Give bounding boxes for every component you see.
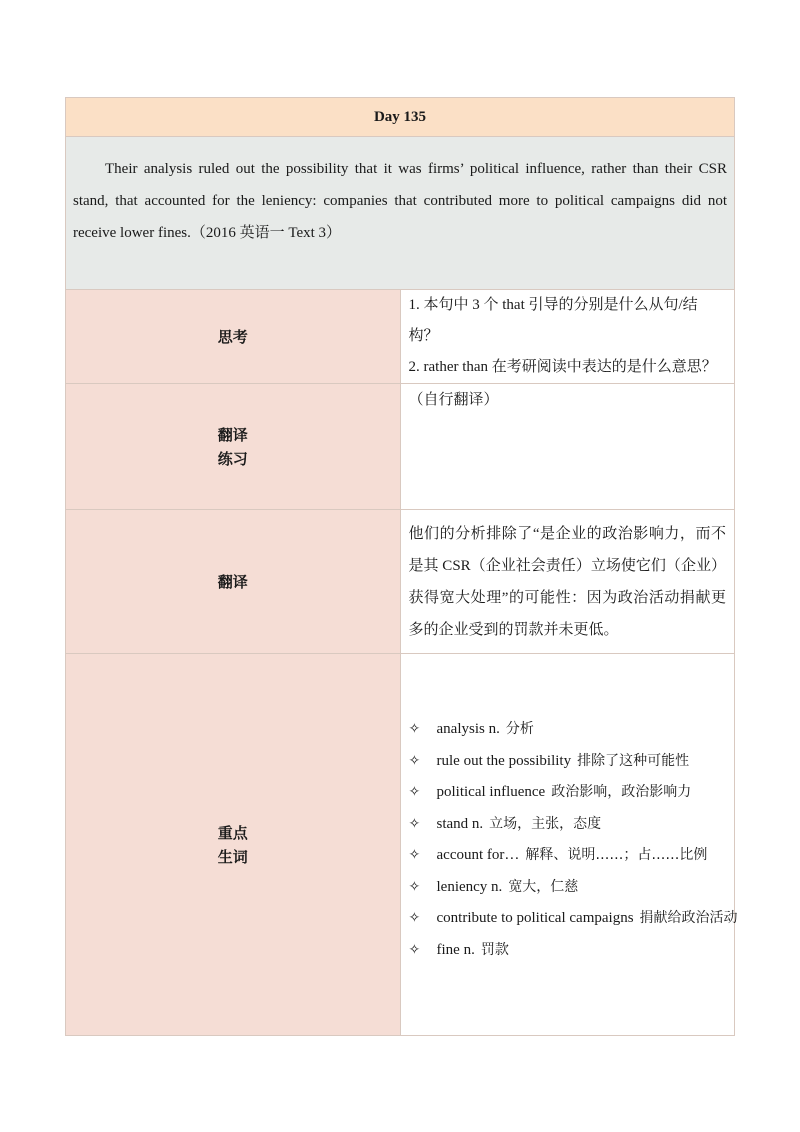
title-row: [66, 98, 735, 137]
practice-row: [66, 384, 735, 510]
vocab-term: leniency n.: [436, 878, 503, 895]
vocab-meaning: 罚款: [480, 941, 509, 958]
vocab-item: [409, 746, 727, 778]
vocab-meaning: 分析: [505, 721, 534, 737]
vocab-term: stand n.: [436, 815, 484, 832]
vocab-term: fine n.: [436, 941, 475, 958]
diamond-bullet-icon: ✧: [408, 752, 421, 769]
vocab-term: analysis n.: [436, 721, 500, 737]
study-table: [65, 97, 738, 1036]
vocab-item: [409, 840, 727, 872]
vocab-meaning: 政治影响，政治影响力: [551, 784, 692, 800]
vocab-item: [408, 903, 738, 935]
vocab-meaning: 解释、说明……；占……比例: [525, 847, 708, 863]
vocab-meaning: 宽大，仁慈: [508, 878, 579, 895]
passage-text: Their analysis ruled out the possibility that it was firms’ political influence, rather than their CSR stand, that accounted for the leniency: companies that contributed more to political campaigns did not receive lower fines.（2016 英语一 Text 3）: [73, 161, 727, 241]
vocab-row: [66, 654, 735, 1036]
vocab-meaning: 捐献给政治活动: [639, 910, 738, 926]
diamond-bullet-icon: ✧: [408, 878, 421, 895]
translation-text: 他们的分析排除了“是企业的政治影响力，而不是其 CSR（企业社会责任）立场使它们（企业）获得宽大处理”的可能性：因为政治活动捐献更多的企业受到的罚款并未更低。: [408, 525, 726, 638]
practice-placeholder: （自行翻译）: [408, 392, 499, 408]
practice-label: 翻译 练习: [66, 384, 401, 510]
vocab-item: [409, 809, 727, 841]
thinking-question-2: 2. rather than 在考研阅读中表达的是什么意思？: [408, 359, 717, 375]
vocab-term: political influence: [436, 784, 546, 800]
thinking-row: [66, 290, 735, 384]
diamond-bullet-icon: ✧: [408, 721, 421, 737]
vocab-list: [408, 654, 738, 966]
vocab-item: [409, 714, 727, 746]
vocab-meaning: 立场，主张，态度: [489, 815, 602, 832]
thinking-label: 思考: [66, 290, 401, 384]
vocab-meaning: 排除了这种可能性: [577, 752, 690, 769]
diamond-bullet-icon: ✧: [408, 815, 421, 832]
day-title: Day 135: [66, 98, 735, 137]
vocab-item: [409, 777, 727, 809]
translation-row: [66, 510, 735, 654]
vocab-label: 重点 生词: [66, 654, 401, 1036]
vocab-term: rule out the possibility: [436, 752, 572, 769]
vocab-item: [409, 872, 727, 904]
vocab-term: account for…: [436, 847, 520, 863]
diamond-bullet-icon: ✧: [408, 910, 421, 926]
diamond-bullet-icon: ✧: [408, 941, 421, 958]
diamond-bullet-icon: ✧: [408, 847, 421, 863]
vocab-item: [409, 935, 727, 967]
vocab-term: contribute to political campaigns: [436, 910, 634, 926]
translation-label: 翻译: [66, 510, 401, 654]
passage-row: [66, 137, 735, 290]
thinking-question-1: 1. 本句中 3 个 that 引导的分别是什么从句/结构？: [408, 297, 698, 344]
diamond-bullet-icon: ✧: [408, 784, 421, 800]
